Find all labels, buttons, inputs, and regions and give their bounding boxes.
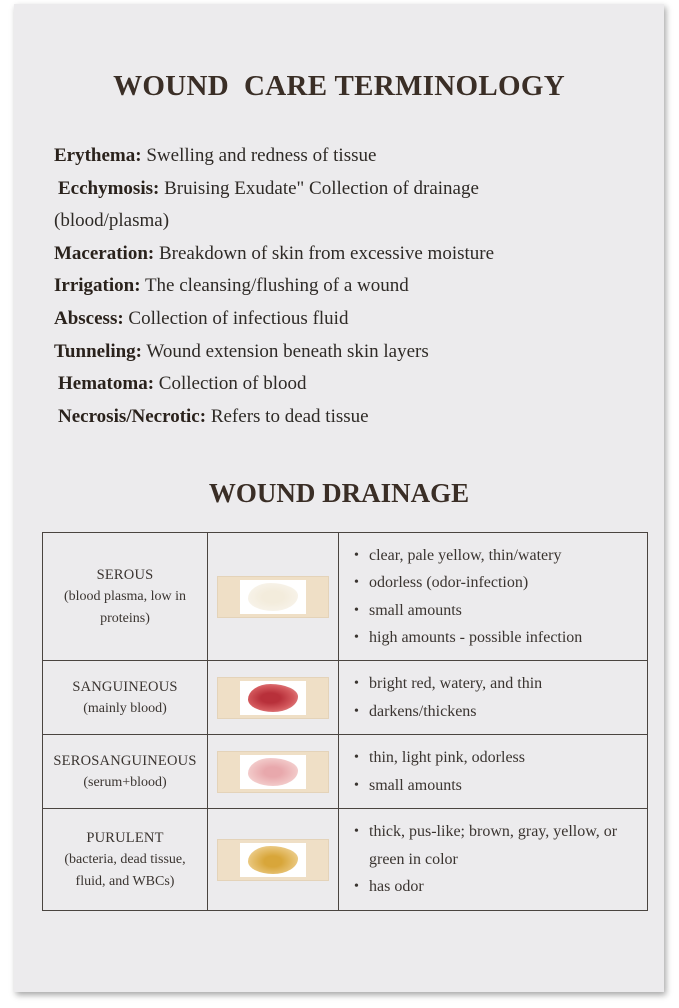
- gauze-pad-image: [217, 751, 329, 793]
- term-hematoma: [54, 368, 644, 401]
- drainage-title: WOUND DRAINAGE: [208, 478, 470, 508]
- term-maceration: [54, 238, 644, 271]
- drainage-type-note: (blood plasma, low in proteins): [63, 588, 187, 626]
- drainage-type-name: SANGUINEOUS: [72, 678, 178, 695]
- bullet-list: [353, 744, 647, 799]
- drainage-swatch-cell: [208, 533, 339, 661]
- term-necrosis: [54, 401, 644, 434]
- list-item: • bright red, watery, and thin: [353, 670, 647, 698]
- drainage-table: [42, 532, 648, 911]
- term-definition: Swelling and redness of tissue: [141, 145, 377, 166]
- poster: [14, 4, 664, 992]
- drainage-swatch-cell: [208, 809, 339, 911]
- list-item: • high amounts - possible infection: [353, 624, 647, 652]
- term-definition: Breakdown of skin from excessive moisture: [154, 242, 495, 264]
- drainage-type-cell: [43, 533, 208, 661]
- drainage-swatch-cell: [208, 735, 339, 809]
- term-tunneling: [54, 336, 644, 369]
- term-label: Necrosis/Necrotic:: [58, 405, 207, 427]
- list-item: • small amounts: [353, 597, 647, 625]
- term-definition: Refers to dead tissue: [206, 405, 369, 427]
- list-item: • darkens/thickens: [353, 698, 647, 726]
- drainage-type-note: (serum+blood): [83, 774, 167, 790]
- drainage-type-name: SEROUS: [96, 566, 154, 583]
- term-label: Hematoma:: [58, 373, 155, 395]
- bullet-list: [353, 542, 647, 652]
- drainage-description-cell: [339, 809, 648, 911]
- term-label: Abscess:: [54, 307, 124, 329]
- drainage-type-cell: [43, 809, 208, 911]
- gauze-pad-image: [217, 677, 329, 719]
- drainage-description-cell: [339, 735, 648, 809]
- page-title: WOUND CARE TERMINOLOGY: [113, 70, 565, 102]
- term-label: Tunneling:: [54, 340, 143, 362]
- list-item: • thin, light pink, odorless: [353, 744, 647, 772]
- drainage-description-cell: [339, 533, 648, 661]
- term-label: Irrigation:: [54, 275, 141, 297]
- term-label: Maceration:: [54, 242, 155, 264]
- term-definition: The cleansing/flushing of a wound: [140, 275, 409, 297]
- drainage-swatch-cell: [208, 661, 339, 735]
- drainage-type-name: PURULENT: [86, 829, 164, 846]
- drainage-type-note: (bacteria, dead tissue, fluid, and WBCs): [64, 851, 186, 889]
- term-irrigation: [54, 270, 644, 303]
- term-label: Ecchymosis:: [58, 177, 160, 199]
- drainage-description-cell: [339, 661, 648, 735]
- drainage-type-note: (mainly blood): [83, 700, 167, 716]
- term-abscess: [54, 303, 644, 336]
- bullet-list: [353, 818, 647, 901]
- list-item: • thick, pus-like; brown, gray, yellow, or green in color: [353, 818, 647, 873]
- drainage-type-cell: [43, 661, 208, 735]
- term-definition: Wound extension beneath skin layers: [142, 340, 429, 362]
- terminology-list: [54, 140, 644, 433]
- term-definition: (blood/plasma): [54, 210, 170, 232]
- gauze-pad-image: [217, 839, 329, 881]
- gauze-pad-image: [217, 576, 329, 618]
- term-definition: Bruising Exudate" Collection of drainage: [159, 177, 479, 199]
- bullet-list: [353, 670, 647, 725]
- term-ecchymosis: [54, 173, 644, 206]
- table-row: [43, 661, 648, 735]
- term-definition: Collection of infectious fluid: [123, 307, 349, 329]
- term-erythema: [54, 140, 644, 173]
- table-row: [43, 735, 648, 809]
- table-row: [43, 809, 648, 911]
- drainage-type-cell: [43, 735, 208, 809]
- term-definition: Collection of blood: [154, 373, 307, 395]
- list-item: • odorless (odor-infection): [353, 569, 647, 597]
- list-item: • clear, pale yellow, thin/watery: [353, 542, 647, 570]
- drainage-type-name: SEROSANGUINEOUS: [53, 752, 197, 769]
- list-item: • has odor: [353, 873, 647, 901]
- term-label: Erythema:: [54, 145, 142, 166]
- term-ecchymosis-continued: [54, 205, 644, 238]
- list-item: • small amounts: [353, 772, 647, 800]
- table-row: [43, 533, 648, 661]
